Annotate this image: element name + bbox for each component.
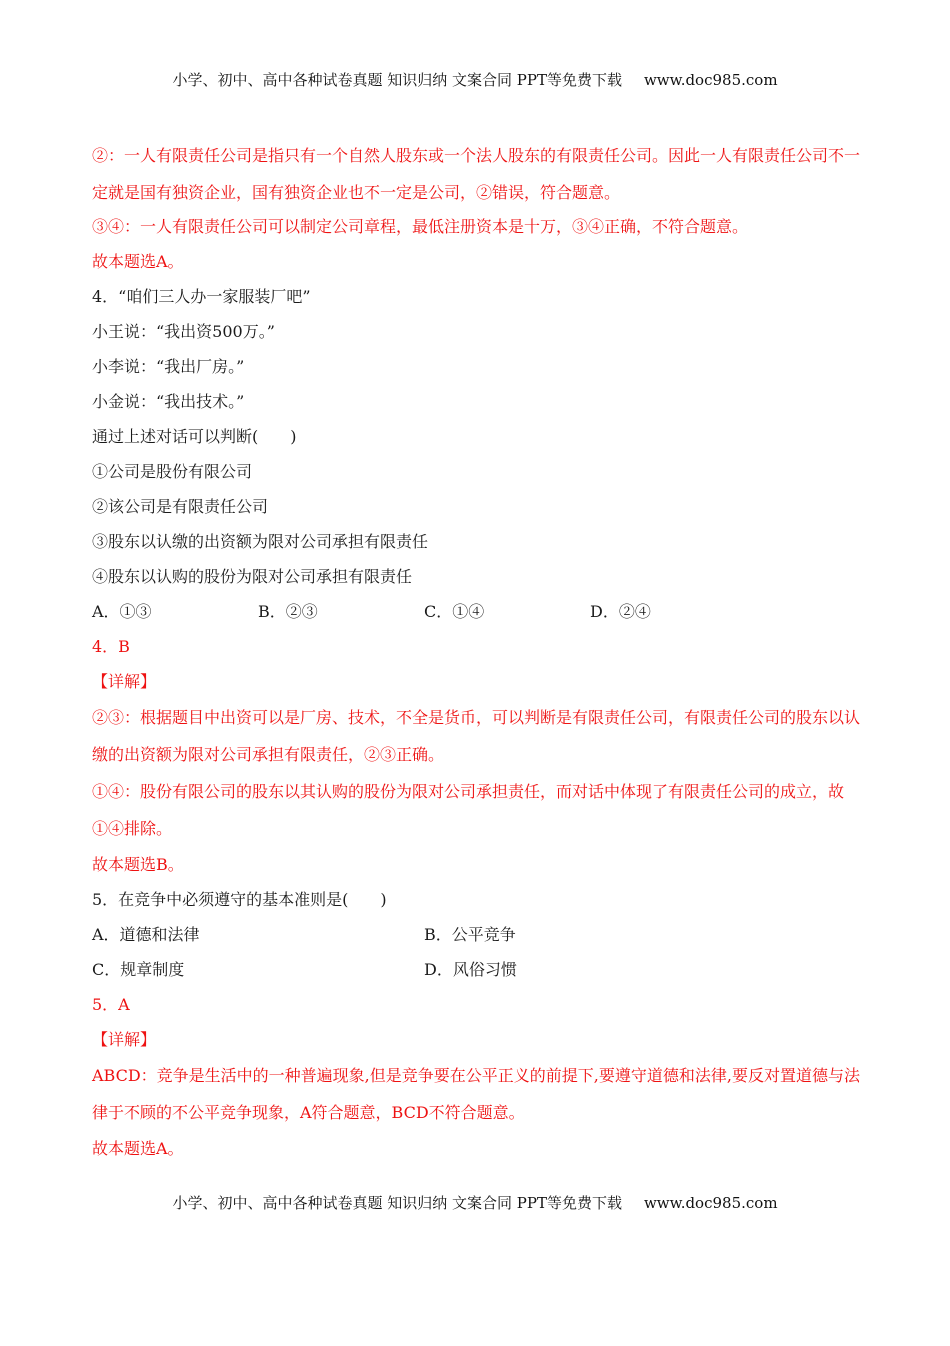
q4-detail-label: 【详解】	[92, 672, 157, 691]
q4-conclusion: 故本题选B。	[92, 855, 184, 874]
q5-options-row-1	[92, 917, 864, 952]
q4-analysis-2: ①④：股份有限公司的股东以其认购的股份为限对公司承担责任，而对话中体现了有限责任公司的成立，故①④排除。	[92, 782, 845, 838]
footer-url[interactable]: www.doc985.com	[643, 1194, 778, 1212]
q4-option-a: A．①③	[92, 602, 152, 621]
q4-options	[92, 594, 864, 629]
q5-answer: 5．A	[92, 995, 130, 1014]
q5-option-b: B．公平竞争	[424, 925, 516, 944]
q4-dialogue-3: 小金说：“我出技术。”	[92, 392, 245, 411]
q4-dialogue-1: 小王说：“我出资500万。”	[92, 322, 275, 341]
page-header	[0, 69, 950, 90]
q4-statement-4: ④股东以认购的股份为限对公司承担有限责任	[92, 567, 413, 586]
q4-statement-2: ②该公司是有限责任公司	[92, 497, 269, 516]
q5-option-d: D．风俗习惯	[424, 960, 517, 979]
q4-answer: 4．B	[92, 637, 130, 656]
q4-option-d: D．②④	[590, 602, 651, 621]
q4-analysis-1: ②③：根据题目中出资可以是厂房、技术，不全是货币，可以判断是有限责任公司，有限责任公司的股东以认缴的出资额为限对公司承担有限责任，②③正确。	[92, 708, 861, 764]
q3-conclusion: 故本题选A。	[92, 252, 184, 271]
q3-analysis-point-34: ③④：一人有限责任公司可以制定公司章程，最低注册资本是十万，③④正确，不符合题意。	[92, 217, 749, 236]
q3-analysis-point-2: ②：一人有限责任公司是指只有一个自然人股东或一个法人股东的有限责任公司。因此一人有限责任公司不一定就是国有独资企业，国有独资企业也不一定是公司，②错误，符合题意。	[92, 146, 861, 202]
document-body	[92, 140, 864, 1166]
q4-stem: 4．“咱们三人办一家服装厂吧”	[92, 287, 311, 306]
q5-stem: 5．在竞争中必须遵守的基本准则是( )	[92, 890, 387, 909]
q5-analysis: ABCD：竞争是生活中的一种普遍现象,但是竞争要在公平正义的前提下,要遵守道德和法律,要反对置道德与法律于不顾的不公平竞争现象，A符合题意，BCD不符合题意。	[92, 1066, 860, 1122]
q5-option-c: C．规章制度	[92, 960, 185, 979]
q5-option-a: A．道德和法律	[92, 925, 200, 944]
footer-text: 小学、初中、高中各种试卷真题 知识归纳 文案合同 PPT等免费下载	[172, 1194, 622, 1212]
q4-dialogue-2: 小李说：“我出厂房。”	[92, 357, 245, 376]
q5-conclusion: 故本题选A。	[92, 1139, 184, 1158]
header-text: 小学、初中、高中各种试卷真题 知识归纳 文案合同 PPT等免费下载	[172, 71, 622, 89]
q4-question: 通过上述对话可以判断( )	[92, 427, 297, 446]
q4-option-b: B．②③	[258, 602, 318, 621]
q4-option-c: C．①④	[424, 602, 485, 621]
header-url[interactable]: www.doc985.com	[643, 71, 778, 89]
q4-statement-3: ③股东以认缴的出资额为限对公司承担有限责任	[92, 532, 429, 551]
page-footer	[0, 1192, 950, 1213]
q4-statement-1: ①公司是股份有限公司	[92, 462, 253, 481]
q5-detail-label: 【详解】	[92, 1030, 157, 1049]
q5-options-row-2	[92, 952, 864, 987]
